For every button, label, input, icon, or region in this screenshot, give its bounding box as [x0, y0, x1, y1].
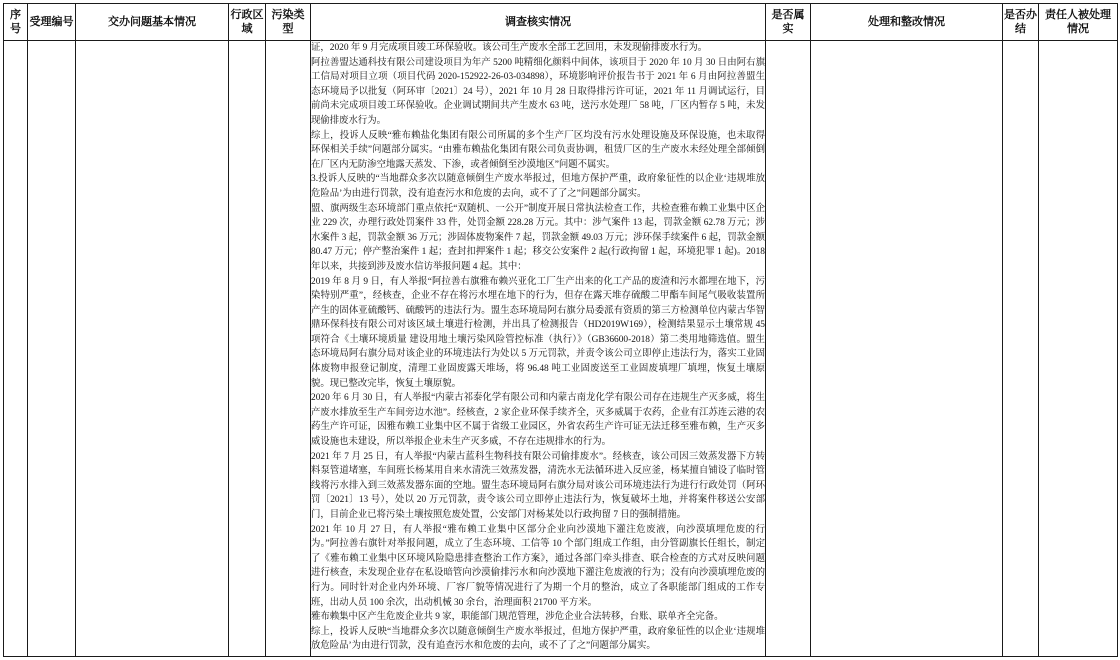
header-accountability: 责任人被处理情况 [1039, 4, 1118, 41]
header-investigation: 调查核实情况 [311, 4, 766, 41]
cell-admin-region [229, 41, 266, 657]
cell-is-closed [1003, 41, 1039, 657]
investigation-paragraph: 2019 年 8 月 9 日，有人举报“阿拉善右旗雅布赖兴亚化工厂生产出来的化工产品的废渣和污水都埋在地下，污染特别严重”，经核查，企业不存在将污水埋在地下的行为，但存在露天堆存硫酸二甲酯车间尾气吸收装置所产生的固体亚硫酸钙、硫酸钙的违法行为。盟生态环境局阿右旗分局委派有资质的第三方检测单位内蒙古华智鼎环保科技有限公司对该区域土壤进行检测，并出具了检测报告（HD2019W169），检测结果显示土壤常规 45 项符合《土壤环境质量 建设用地土壤污染风险管控标准（执行）》（GB36600-2018）第二类用地筛选值。盟生态环境局阿右旗分局对该企业的环境违法行为处以 5 万元罚款，并责令该公司立即停止违法行为，落实工业固体废物申报登记制度，清理工业固废露天堆场，将 96.48 吨工业固废送至工业固废填埋厂填埋，恢复土壤原貌。现已整改完毕，恢复土壤原貌。 [311, 276, 765, 389]
investigation-paragraph: 盟、旗两级生态环境部门重点依托“双随机、一公开”制度开展日常执法检查工作，共检查雅布赖工业集中区企业 229 次，办理行政处罚案件 33 件，处罚金额 228.28 万元。其中：涉气案件 13 起，罚款金额 62.78 万元；涉水案件 3 起，罚款金额 36 万元；涉固体废物案件 7 起，罚款金额 49.03 万元；涉环保手续案件 6 起，罚款金额 80.47 万元；停产整治案件 1 起；查封扣押案件 1 起；移交公安案件 2 起(行政拘留 1 起，环境犯罪 1 起)。2018 年以来，共接到涉及废水信访举报问题 4 起。其中： [311, 203, 765, 272]
cell-issue-summary [76, 41, 229, 657]
investigation-paragraph: 2021 年 10 月 27 日，有人举报“雅布赖工业集中区部分企业向沙漠地下灌注危废液，向沙漠填埋危废的行为。”阿拉善右旗针对举报问题，成立了生态环境、工信等 10 个部门组成工作组，由分管副旗长任组长，制定了《雅布赖工业集中区环境风险隐患排查整治工作方案》，通过各部门牵头排查、联合检查的方式对反映问题进行核查，未发现企业存在私设暗管向沙漠偷排污水和向沙漠地下灌注危废液的行为；没有向沙漠填埋危废的行为。同时针对企业内外环境、厂容厂貌等情况进行了为期一个月的整治，成立了各职能部门组成的工作专班，出动人员 100 余次，出动机械 30 余台，治理面积 21700 平方米。 [311, 524, 765, 608]
cell-acceptance-number [28, 41, 76, 657]
cell-rectification [811, 41, 1003, 657]
header-pollution-type: 污染类型 [266, 4, 311, 41]
cell-is-true [766, 41, 811, 657]
header-issue-summary: 交办问题基本情况 [76, 4, 229, 41]
cell-pollution-type [266, 41, 311, 657]
investigation-paragraph: 雅布赖集中区产生危废企业共 9 家，职能部门规范管理，涉危企业合法转移，台账、联单齐全完备。 [311, 612, 724, 623]
investigation-paragraph: 3.投诉人反映的“当地群众多次以随意倾倒生产废水举报过，但地方保护严重，政府象征性的以企业‘违规堆放危险品’为由进行罚款，没有追查污水和危废的去向，或不了了之”问题部分属实。 [311, 174, 765, 199]
investigation-paragraph: 阿拉善盟达通科技有限公司建设项目为年产 5200 吨精细化颜料中间体，该项目于 2020 年 10 月 30 日由阿右旗工信局对项目立项（项目代码 2020-152922-26-03-034898），环境影响评价报告书于 2021 年 6 月由阿拉善盟生态环境局予以批复（阿环审〔2021〕24 号），2021 年 10 月 28 日取得排污许可证，2021 年 11 月调试运行，目前尚未完成项目竣工环保验收。企业调试期间共产生废水 63 吨，送污水处理厂 58 吨，厂区内暂存 5 吨，未发现偷排废水行为。 [311, 57, 765, 126]
investigation-paragraph: 综上，投诉人反映“雅布赖盐化集团有限公司所属的多个生产厂区均没有污水处理设施及环保设施，也未取得环保相关手续”问题部分属实。“由雅布赖盐化集团有限公司负责协调，租赁厂区的生产废水未经处理全部倾倒在厂区内无防渗空地露天蒸发、下渗，或者倾倒至沙漠地区”问题不属实。 [311, 130, 765, 170]
investigation-paragraph: 2021 年 7 月 25 日，有人举报“内蒙古蓝科生物科技有限公司偷排废水”。经核查，该公司因三效蒸发器下方转料泵管道堵塞，车间班长杨某用自来水清洗三效蒸发器，清洗水无法循环进入反应釜，杨某擅自铺设了临时管线将污水排入到三效蒸发器东面的空地。盟生态环境局阿右旗分局对该公司环境违法行为进行行政处罚（阿环罚〔2021〕13 号），处以 20 万元罚款，责令该公司立即停止违法行为，恢复破坏土地，并将案件移送公安部门，目前企业已将污染土壤按照危废处置，公安部门对杨某处以行政拘留 7 日的强制措施。 [311, 451, 765, 520]
header-is-true: 是否属实 [766, 4, 811, 41]
investigation-paragraph: 证，2020 年 9 月完成项目竣工环保验收。该公司生产废水全部工艺回用，未发现偷排废水行为。 [311, 43, 708, 53]
header-rectification: 处理和整改情况 [811, 4, 1003, 41]
header-is-closed: 是否办结 [1003, 4, 1039, 41]
cell-investigation-details [311, 41, 766, 657]
complaint-register-table [3, 3, 1118, 657]
investigation-paragraph: 2020 年 6 月 30 日，有人举报“内蒙古祁泰化学有限公司和内蒙古南龙化学有限公司存在违规生产灭多威，将生产废水排放至生产车间旁边水池”。经核查，2 家企业环保手续齐全，灭多威属于农药，企业有江苏连云港的农药生产许可证，因雅布赖工业集中区不属于省级工业园区，外省农药生产许可证无法迁移至雅布赖，生产灭多威设施也未建设，所以举报企业未生产灭多威，不存在违规排水的行为。 [311, 393, 765, 448]
header-row [4, 4, 1118, 41]
header-serial-number: 序号 [4, 4, 28, 41]
header-acceptance-number: 受理编号 [28, 4, 76, 41]
cell-serial-number [4, 41, 28, 657]
investigation-paragraph: 综上，投诉人反映“当地群众多次以随意倾倒生产废水举报过，但地方保护严重，政府象征性的以企业‘违规堆放危险品’为由进行罚款，没有追查污水和危废的去向，或不了了之”问题部分属实。 [311, 626, 765, 652]
table-row [4, 41, 1118, 657]
header-admin-region: 行政区域 [229, 4, 266, 41]
cell-accountability [1039, 41, 1118, 657]
